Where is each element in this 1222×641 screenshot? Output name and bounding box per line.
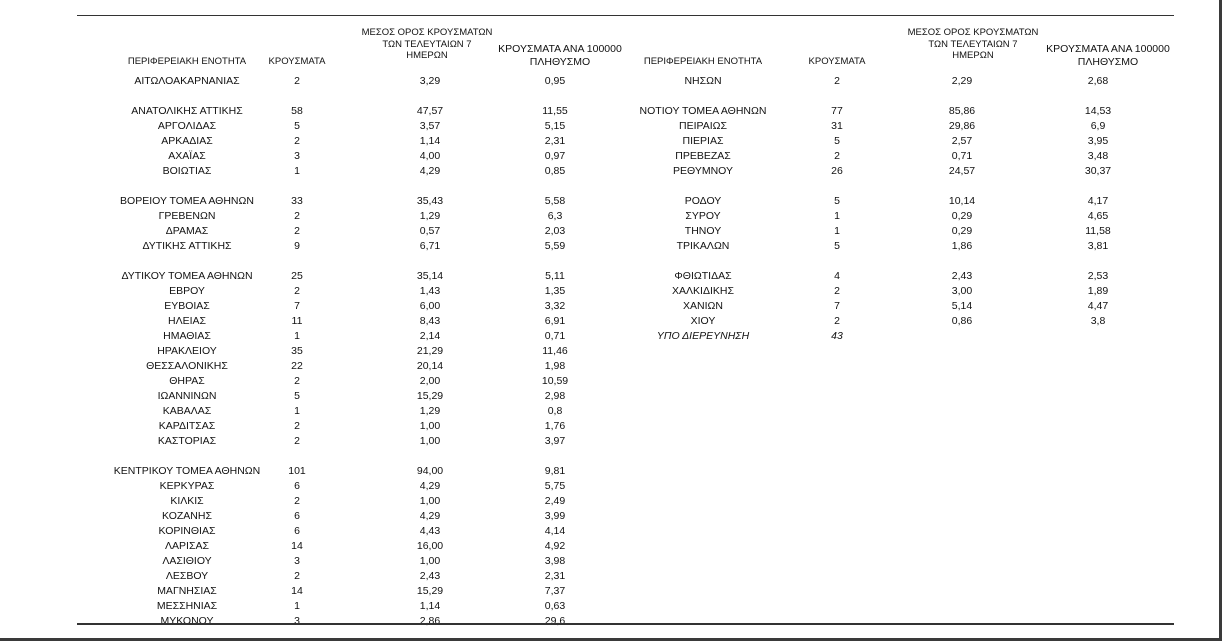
avg-cell: 5,14 xyxy=(951,300,973,312)
avg-cell: 1,29 xyxy=(419,210,441,222)
per100k-cell: 4,65 xyxy=(1087,210,1109,222)
per100k-cell: 3,95 xyxy=(1087,135,1109,147)
region-cell: ΧΑΝΙΩΝ xyxy=(683,300,723,312)
avg-cell: 20,14 xyxy=(416,360,444,372)
cases-cell: 2 xyxy=(834,150,840,162)
avg-cell: 3,57 xyxy=(419,120,441,132)
per100k-cell: 11,55 xyxy=(542,105,568,117)
avg-cell: 2,43 xyxy=(419,570,441,582)
table-row xyxy=(0,164,1222,179)
cases-cell: 22 xyxy=(291,360,303,372)
cases-cell: 1 xyxy=(294,165,300,177)
region-cell: ΑΡΓΟΛΙΔΑΣ xyxy=(157,120,217,132)
avg-cell: 3,29 xyxy=(419,75,441,87)
cases-cell: 6 xyxy=(294,525,300,537)
cases-cell: 2 xyxy=(294,75,300,87)
table-row xyxy=(0,509,1222,524)
table-row xyxy=(0,434,1222,449)
region-cell: ΚΙΛΚΙΣ xyxy=(170,495,204,507)
avg-cell: 2,57 xyxy=(951,135,973,147)
region-cell: ΚΟΡΙΝΘΙΑΣ xyxy=(158,525,216,537)
per100k-cell: 5,11 xyxy=(545,270,565,282)
region-cell: ΒΟΙΩΤΙΑΣ xyxy=(162,165,212,177)
avg-cell: 0,71 xyxy=(951,150,973,162)
table-row xyxy=(0,239,1222,254)
region-cell: ΚΑΒΑΛΑΣ xyxy=(162,405,212,417)
avg-cell: 16,00 xyxy=(416,540,444,552)
region-cell: ΚΕΡΚΥΡΑΣ xyxy=(159,480,215,492)
avg-cell: 4,29 xyxy=(419,480,441,492)
region-cell: ΤΡΙΚΑΛΩΝ xyxy=(676,240,730,252)
per100k-cell: 7,37 xyxy=(544,585,566,597)
per100k-cell: 5,75 xyxy=(544,480,566,492)
per100k-cell: 11,46 xyxy=(542,345,568,357)
table-row xyxy=(0,599,1222,614)
avg-cell: 2,86 xyxy=(419,615,441,627)
per100k-cell: 3,48 xyxy=(1087,150,1109,162)
cases-cell: 5 xyxy=(294,120,300,132)
cases-cell: 3 xyxy=(294,150,300,162)
region-cell: ΚΑΣΤΟΡΙΑΣ xyxy=(157,435,217,447)
cases-cell: 2 xyxy=(294,420,300,432)
avg-cell: 85,86 xyxy=(948,105,976,117)
per100k-cell: 11,58 xyxy=(1085,225,1111,237)
avg-cell: 0,57 xyxy=(419,225,441,237)
avg-cell: 2,29 xyxy=(951,75,973,87)
cases-cell: 77 xyxy=(831,105,843,117)
per100k-cell: 1,98 xyxy=(544,360,566,372)
cases-cell: 3 xyxy=(294,555,300,567)
per100k-cell: 6,3 xyxy=(547,210,563,222)
region-cell: ΠΙΕΡΙΑΣ xyxy=(682,135,724,147)
region-cell: ΣΥΡΟΥ xyxy=(685,210,721,222)
region-cell: ΑΝΑΤΟΛΙΚΗΣ ΑΤΤΙΚΗΣ xyxy=(131,105,243,117)
table-row xyxy=(0,584,1222,599)
region-cell: ΜΕΣΣΗΝΙΑΣ xyxy=(156,600,218,612)
per100k-cell: 2,68 xyxy=(1087,75,1109,87)
avg-cell: 1,00 xyxy=(419,420,441,432)
avg-cell: 1,14 xyxy=(419,600,441,612)
region-cell: ΑΧΑΪΑΣ xyxy=(168,150,206,162)
region-cell: ΝΟΤΙΟΥ ΤΟΜΕΑ ΑΘΗΝΩΝ xyxy=(639,105,767,117)
avg-cell: 94,00 xyxy=(416,465,444,477)
table-row xyxy=(0,329,1222,344)
per100k-cell: 1,89 xyxy=(1087,285,1109,297)
cases-cell: 2 xyxy=(294,375,300,387)
cases-cell: 3 xyxy=(294,615,300,627)
avg-cell: 3,00 xyxy=(951,285,973,297)
region-cell: ΥΠΟ ΔΙΕΡΕΥΝΗΣΗ xyxy=(656,330,750,342)
region-cell: ΛΕΣΒΟΥ xyxy=(165,570,209,582)
region-cell: ΚΕΝΤΡΙΚΟΥ ΤΟΜΕΑ ΑΘΗΝΩΝ xyxy=(113,465,261,477)
table-row xyxy=(0,419,1222,434)
per100k-cell: 0,71 xyxy=(544,330,566,342)
region-cell: ΜΑΓΝΗΣΙΑΣ xyxy=(157,585,217,597)
region-cell: ΕΒΡΟΥ xyxy=(169,285,205,297)
region-cell: ΗΜΑΘΙΑΣ xyxy=(163,330,211,342)
per100k-cell: 4,47 xyxy=(1087,300,1109,312)
cases-cell: 2 xyxy=(294,570,300,582)
right-header-per100k-line1: ΚΡΟΥΣΜΑΤΑ ΑΝΑ 100000 xyxy=(1046,43,1170,55)
avg-cell: 1,43 xyxy=(419,285,441,297)
per100k-cell: 0,95 xyxy=(544,75,566,87)
per100k-cell: 6,9 xyxy=(1090,120,1106,132)
left-header-avg-line2: ΤΩΝ ΤΕΛΕΥΤΑΙΩΝ 7 xyxy=(382,38,472,50)
left-header-cases: ΚΡΟΥΣΜΑΤΑ xyxy=(268,56,326,67)
per100k-cell: 10,59 xyxy=(541,375,569,387)
avg-cell: 35,14 xyxy=(416,270,444,282)
cases-cell: 1 xyxy=(294,330,300,342)
table-row xyxy=(0,479,1222,494)
table-row xyxy=(0,359,1222,374)
per100k-cell: 5,58 xyxy=(544,195,566,207)
avg-cell: 47,57 xyxy=(416,105,444,117)
avg-cell: 6,00 xyxy=(419,300,441,312)
per100k-cell: 3,99 xyxy=(544,510,566,522)
region-cell: ΦΘΙΩΤΙΔΑΣ xyxy=(674,270,732,282)
table-row xyxy=(0,269,1222,284)
left-header-per100k-line1: ΚΡΟΥΣΜΑΤΑ ΑΝΑ 100000 xyxy=(498,43,622,55)
cases-cell: 7 xyxy=(294,300,300,312)
cases-cell: 2 xyxy=(294,210,300,222)
right-header-avg-line2: ΤΩΝ ΤΕΛΕΥΤΑΙΩΝ 7 xyxy=(928,38,1018,50)
avg-cell: 2,00 xyxy=(419,375,441,387)
avg-cell: 29,86 xyxy=(948,120,976,132)
avg-cell: 15,29 xyxy=(416,390,444,402)
cases-cell: 1 xyxy=(834,210,840,222)
per100k-cell: 2,49 xyxy=(544,495,566,507)
per100k-cell: 0,97 xyxy=(544,150,566,162)
table-row xyxy=(0,569,1222,584)
cases-cell: 25 xyxy=(291,270,303,282)
per100k-cell: 3,8 xyxy=(1090,315,1106,327)
per100k-cell: 0,63 xyxy=(544,600,566,612)
cases-cell: 1 xyxy=(294,600,300,612)
per100k-cell: 2,03 xyxy=(544,225,566,237)
cases-cell: 101 xyxy=(288,465,306,477)
region-cell: ΜΥΚΟΝΟΥ xyxy=(160,615,214,627)
table-row xyxy=(0,494,1222,509)
table-row xyxy=(0,149,1222,164)
table-row xyxy=(0,119,1222,134)
region-cell: ΔΥΤΙΚΗΣ ΑΤΤΙΚΗΣ xyxy=(142,240,232,252)
avg-cell: 6,71 xyxy=(419,240,441,252)
table-row xyxy=(0,374,1222,389)
avg-cell: 1,00 xyxy=(419,555,441,567)
table-row xyxy=(0,314,1222,329)
cases-cell: 5 xyxy=(834,240,840,252)
cases-cell: 5 xyxy=(294,390,300,402)
region-cell: ΚΟΖΑΝΗΣ xyxy=(162,510,212,522)
per100k-cell: 3,97 xyxy=(544,435,566,447)
cases-cell: 6 xyxy=(294,480,300,492)
cases-cell: 11 xyxy=(291,315,303,327)
right-header-region: ΠΕΡΙΦΕΡΕΙΑΚΗ ΕΝΟΤΗΤΑ xyxy=(643,56,763,67)
region-cell: ΒΟΡΕΙΟΥ ΤΟΜΕΑ ΑΘΗΝΩΝ xyxy=(120,195,254,207)
avg-cell: 4,43 xyxy=(419,525,441,537)
cases-cell: 31 xyxy=(831,120,843,132)
per100k-cell: 4,17 xyxy=(1087,195,1109,207)
per100k-cell: 6,91 xyxy=(544,315,566,327)
per100k-cell: 2,98 xyxy=(544,390,566,402)
cases-cell: 43 xyxy=(831,330,843,342)
table-row xyxy=(0,209,1222,224)
avg-cell: 1,00 xyxy=(419,435,441,447)
region-cell: ΤΗΝΟΥ xyxy=(684,225,722,237)
right-header-avg-line3: ΗΜΕΡΩΝ xyxy=(952,50,994,61)
table-row xyxy=(0,194,1222,209)
avg-cell: 0,29 xyxy=(951,210,973,222)
per100k-cell: 2,31 xyxy=(544,570,566,582)
region-cell: ΧΑΛΚΙΔΙΚΗΣ xyxy=(672,285,734,297)
region-cell: ΝΗΣΩΝ xyxy=(684,75,722,87)
avg-cell: 8,43 xyxy=(419,315,441,327)
table-row xyxy=(0,389,1222,404)
cases-cell: 33 xyxy=(291,195,303,207)
table-row xyxy=(0,74,1222,89)
avg-cell: 2,14 xyxy=(419,330,441,342)
region-cell: ΡΟΔΟΥ xyxy=(684,195,722,207)
table-row xyxy=(0,464,1222,479)
per100k-cell: 3,98 xyxy=(544,555,566,567)
left-header-avg-line3: ΗΜΕΡΩΝ xyxy=(406,50,448,61)
table-row xyxy=(0,284,1222,299)
cases-cell: 2 xyxy=(834,75,840,87)
region-cell: ΡΕΘΥΜΝΟΥ xyxy=(672,165,733,177)
avg-cell: 4,00 xyxy=(419,150,441,162)
table-row xyxy=(0,614,1222,629)
avg-cell: 2,43 xyxy=(951,270,973,282)
table-row xyxy=(0,539,1222,554)
per100k-cell: 4,92 xyxy=(544,540,566,552)
region-cell: ΑΡΚΑΔΙΑΣ xyxy=(161,135,213,147)
per100k-cell: 5,59 xyxy=(544,240,566,252)
cases-cell: 5 xyxy=(834,135,840,147)
cases-cell: 14 xyxy=(291,540,303,552)
cases-cell: 1 xyxy=(294,405,300,417)
region-cell: ΛΑΣΙΘΙΟΥ xyxy=(162,555,212,567)
left-header-avg-line1: ΜΕΣΟΣ ΟΡΟΣ ΚΡΟΥΣΜΑΤΩΝ xyxy=(361,27,493,38)
per100k-cell: 2,53 xyxy=(1087,270,1109,282)
region-cell: ΕΥΒΟΙΑΣ xyxy=(164,300,210,312)
table-row xyxy=(0,404,1222,419)
per100k-cell: 4,14 xyxy=(544,525,566,537)
cases-cell: 35 xyxy=(291,345,303,357)
right-header-avg xyxy=(898,27,1048,62)
right-header-per100k-line2: ΠΛΗΘΥΣΜΟ xyxy=(1077,56,1139,68)
per100k-cell: 30,37 xyxy=(1084,165,1112,177)
per100k-cell: 9,81 xyxy=(544,465,566,477)
region-cell: ΓΡΕΒΕΝΩΝ xyxy=(158,210,216,222)
region-cell: ΘΕΣΣΑΛΟΝΙΚΗΣ xyxy=(146,360,228,372)
table-row xyxy=(0,554,1222,569)
per100k-cell: 5,15 xyxy=(544,120,566,132)
right-header-per100k xyxy=(1038,43,1178,69)
region-cell: ΗΛΕΙΑΣ xyxy=(167,315,206,327)
avg-cell: 35,43 xyxy=(416,195,444,207)
region-cell: ΘΗΡΑΣ xyxy=(169,375,205,387)
table-row xyxy=(0,134,1222,149)
avg-cell: 4,29 xyxy=(419,510,441,522)
avg-cell: 21,29 xyxy=(416,345,444,357)
top-rule xyxy=(77,15,1174,16)
avg-cell: 15,29 xyxy=(416,585,444,597)
region-cell: ΛΑΡΙΣΑΣ xyxy=(165,540,209,552)
avg-cell: 4,29 xyxy=(419,165,441,177)
per100k-cell: 14,53 xyxy=(1084,105,1112,117)
region-cell: ΑΙΤΩΛΟΑΚΑΡΝΑΝΙΑΣ xyxy=(134,75,240,87)
cases-cell: 2 xyxy=(294,495,300,507)
avg-cell: 0,29 xyxy=(951,225,973,237)
cases-cell: 2 xyxy=(294,135,300,147)
cases-cell: 2 xyxy=(294,285,300,297)
cases-cell: 2 xyxy=(294,435,300,447)
table-row xyxy=(0,104,1222,119)
right-header-cases: ΚΡΟΥΣΜΑΤΑ xyxy=(808,56,866,67)
left-header-region: ΠΕΡΙΦΕΡΕΙΑΚΗ ΕΝΟΤΗΤΑ xyxy=(127,56,247,67)
avg-cell: 24,57 xyxy=(948,165,976,177)
avg-cell: 1,14 xyxy=(419,135,441,147)
per100k-cell: 3,32 xyxy=(544,300,566,312)
cases-cell: 6 xyxy=(294,510,300,522)
per100k-cell: 2,31 xyxy=(544,135,566,147)
region-cell: ΔΥΤΙΚΟΥ ΤΟΜΕΑ ΑΘΗΝΩΝ xyxy=(121,270,253,282)
per100k-cell: 0,8 xyxy=(547,405,563,417)
region-cell: ΗΡΑΚΛΕΙΟΥ xyxy=(157,345,217,357)
cases-cell: 1 xyxy=(834,225,840,237)
avg-cell: 1,86 xyxy=(951,240,973,252)
table-row xyxy=(0,344,1222,359)
cases-cell: 9 xyxy=(294,240,300,252)
cases-cell: 14 xyxy=(291,585,303,597)
cases-cell: 4 xyxy=(834,270,840,282)
right-header-avg-line1: ΜΕΣΟΣ ΟΡΟΣ ΚΡΟΥΣΜΑΤΩΝ xyxy=(907,27,1039,38)
region-cell: ΙΩΑΝΝΙΝΩΝ xyxy=(157,390,217,402)
cases-cell: 5 xyxy=(834,195,840,207)
per100k-cell: 3,81 xyxy=(1087,240,1109,252)
avg-cell: 0,86 xyxy=(951,315,973,327)
table-row xyxy=(0,224,1222,239)
per100k-cell: 29,6 xyxy=(544,615,566,627)
per100k-cell: 1,35 xyxy=(544,285,566,297)
bottom-rule xyxy=(77,623,1174,625)
cases-cell: 2 xyxy=(834,285,840,297)
region-cell: ΚΑΡΔΙΤΣΑΣ xyxy=(158,420,216,432)
left-header-avg xyxy=(352,27,502,62)
region-cell: ΠΕΙΡΑΙΩΣ xyxy=(679,120,727,132)
cases-cell: 58 xyxy=(291,105,303,117)
avg-cell: 10,14 xyxy=(948,195,976,207)
cases-cell: 7 xyxy=(834,300,840,312)
left-header-per100k-line2: ΠΛΗΘΥΣΜΟ xyxy=(529,56,591,68)
table-row xyxy=(0,524,1222,539)
table-row xyxy=(0,299,1222,314)
cases-cell: 26 xyxy=(831,165,843,177)
region-cell: ΔΡΑΜΑΣ xyxy=(165,225,209,237)
per100k-cell: 0,85 xyxy=(544,165,566,177)
avg-cell: 1,00 xyxy=(419,495,441,507)
cases-cell: 2 xyxy=(294,225,300,237)
cases-cell: 2 xyxy=(834,315,840,327)
region-cell: ΠΡΕΒΕΖΑΣ xyxy=(675,150,731,162)
region-cell: ΧΙΟΥ xyxy=(690,315,716,327)
avg-cell: 1,29 xyxy=(419,405,441,417)
per100k-cell: 1,76 xyxy=(544,420,566,432)
